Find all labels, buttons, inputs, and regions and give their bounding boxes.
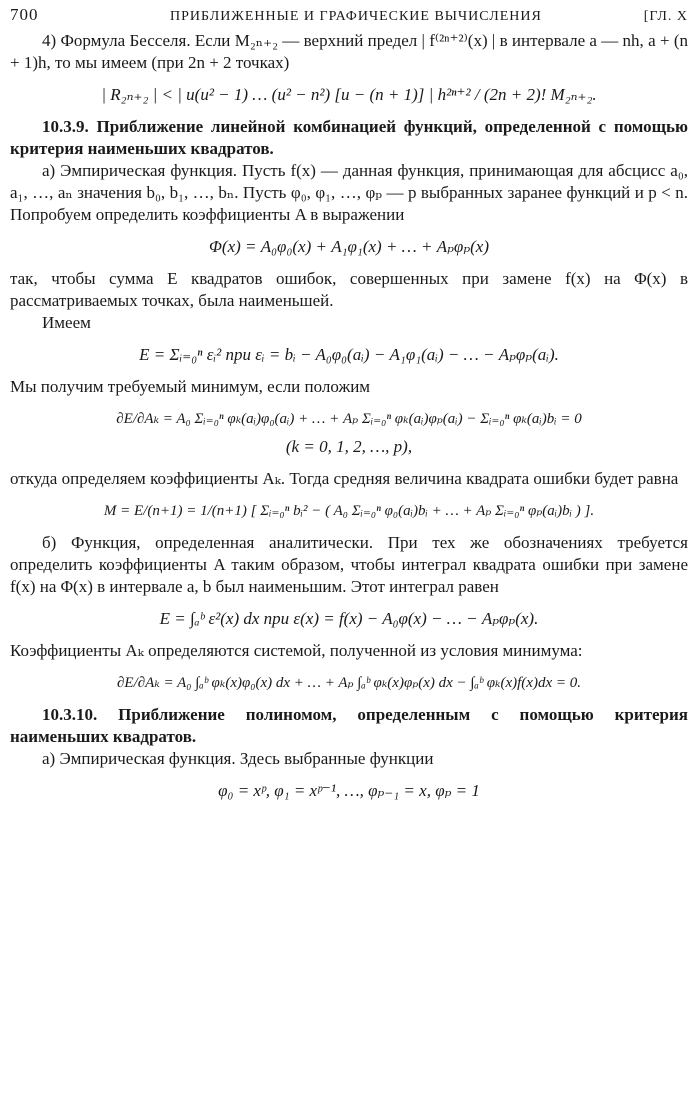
paragraph-analytic-function: б) Функция, определенная аналитически. При тех же обозначениях требуется определить коэффициенты A таким образом, чтобы интеграл квадрата ошибки при замене f(x) на Φ(x) в интервале a, b был наименьшим. Этот интеграл равен bbox=[10, 533, 688, 596]
paragraph-system: Коэффициенты Aₖ определяются системой, полученной из условия минимума: bbox=[10, 641, 583, 660]
equation-phi: Φ(x) = A₀φ₀(x) + A₁φ₁(x) + … + Aₚφₚ(x) bbox=[208, 237, 490, 256]
equation-polynomial-basis: φ₀ = xᵖ, φ₁ = xᵖ⁻¹, …, φₚ₋₁ = x, φₚ = 1 bbox=[218, 781, 480, 800]
section-10-3-10-title: 10.3.10. Приближение полиномом, определенным с помощью критерия наименьших квадратов. bbox=[10, 705, 688, 746]
paragraph-coefficients: откуда определяем коэффициенты Aₖ. Тогда средняя величина квадрата ошибки будет равна bbox=[10, 469, 679, 488]
running-header bbox=[10, 4, 688, 30]
paragraph-polynomial: а) Эмпирическая функция. Здесь выбранные функции bbox=[42, 749, 434, 768]
paragraph-we-have: Имеем bbox=[42, 313, 91, 332]
equation-system: ∂E/∂Aₖ = A₀ ∫ₐᵇ φₖ(x)φ₀(x) dx + … + Aₚ ∫ₐᵇ φₖ(x)φₚ(x) dx − ∫ₐᵇ φₖ(x)f(x)dx = 0. bbox=[117, 675, 581, 691]
bessel-formula: | R₂ₙ₊₂ | < | u(u² − 1) … (u² − n²) [u − (n + 1)] | h²ⁿ⁺² / (2n + 2)! M₂ₙ₊₂. bbox=[101, 85, 597, 104]
running-title: ПРИБЛИЖЕННЫЕ И ГРАФИЧЕСКИЕ ВЫЧИСЛЕНИЯ bbox=[170, 9, 542, 24]
page-number: 700 bbox=[10, 5, 39, 24]
bessel-paragraph: 4) Формула Бесселя. Если M₂ₙ₊₂ — верхний предел | f⁽²ⁿ⁺²⁾(x) | в интервале a — nh, a + (n + 1)h, то мы имеем (при 2n + 2 точках) bbox=[10, 31, 688, 72]
paragraph-minimum: Мы получим требуемый минимум, если положим bbox=[10, 377, 371, 396]
equation-k-range: (k = 0, 1, 2, …, p), bbox=[285, 437, 413, 456]
equation-integral: E = ∫ₐᵇ ε²(x) dx при ε(x) = f(x) − A₀φ(x) − … − Aₚφₚ(x). bbox=[159, 609, 539, 628]
page bbox=[10, 4, 688, 812]
equation-derivative: ∂E/∂Aₖ = A₀ Σᵢ₌₀ⁿ φₖ(aᵢ)φ₀(aᵢ) + … + Aₚ Σᵢ₌₀ⁿ φₖ(aᵢ)φₚ(aᵢ) − Σᵢ₌₀ⁿ φₖ(aᵢ)bᵢ = 0 bbox=[116, 411, 582, 427]
equation-mean-square: M = E/(n+1) = 1/(n+1) [ Σᵢ₌₀ⁿ bᵢ² − ( A₀ Σᵢ₌₀ⁿ φ₀(aᵢ)bᵢ + … + Aₚ Σᵢ₌₀ⁿ φₚ(aᵢ)bᵢ ) ]. bbox=[103, 503, 595, 519]
paragraph-sum-of-squares: так, чтобы сумма E квадратов ошибок, совершенных при замене f(x) на Φ(x) в рассматриваемых точках, была наименьшей. bbox=[10, 269, 688, 310]
equation-E-sum: E = Σᵢ₌₀ⁿ εᵢ² при εᵢ = bᵢ − A₀φ₀(aᵢ) − A₁φ₁(aᵢ) − … − Aₚφₚ(aᵢ). bbox=[139, 345, 559, 364]
section-10-3-9-title: 10.3.9. Приближение линейной комбинацией функций, определенной с помощью критерия наименьших квадратов. bbox=[10, 117, 688, 158]
paragraph-empirical-function: а) Эмпирическая функция. Пусть f(x) — данная функция, принимающая для абсцисс a₀, a₁, …, aₙ значения b₀, b₁, …, bₙ. Пусть φ₀, φ₁, …, φₚ — p выбранных заранее функций и p < n. Попробуем определить коэффициенты A в выражении bbox=[10, 161, 688, 224]
chapter-label: [ГЛ. X bbox=[643, 9, 688, 24]
